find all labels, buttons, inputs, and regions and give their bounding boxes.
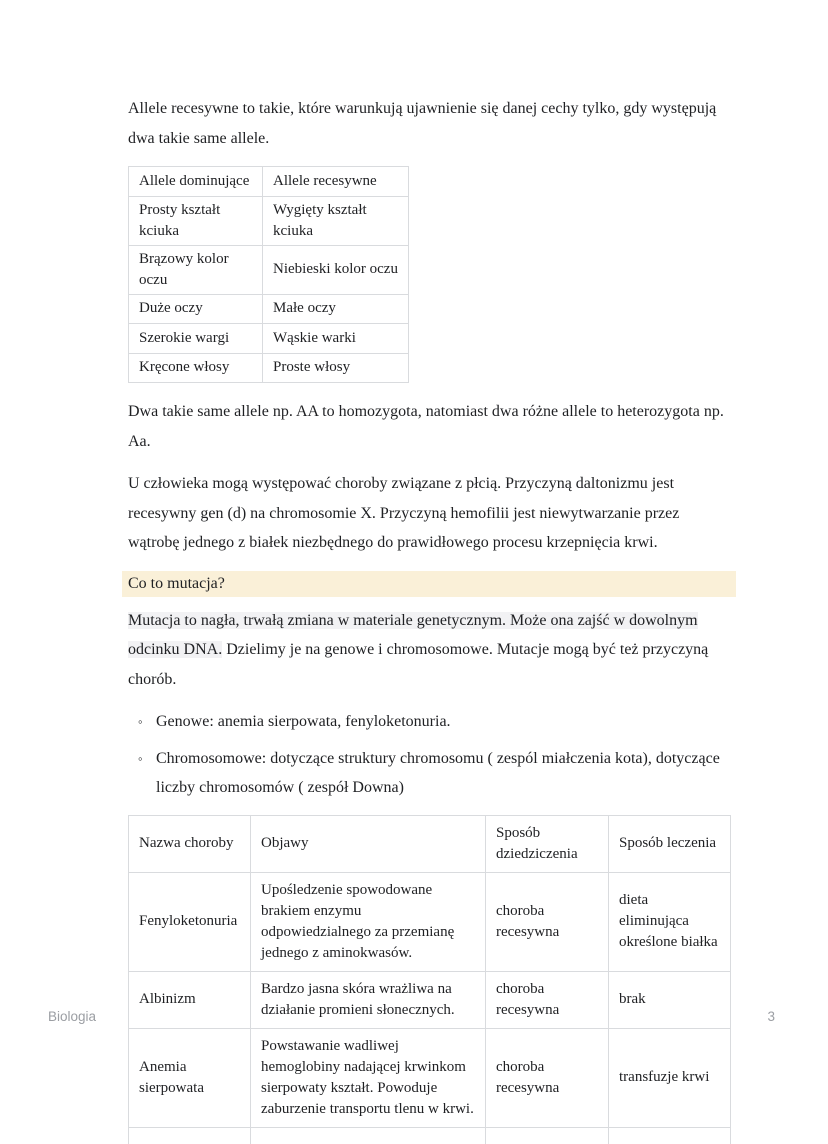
paragraph-sex-linked-diseases: U człowieka mogą występować choroby związane z płcią. Przyczyną daltonizmu jest recesywny gen (d) na chromosomie X. Przyczyną hemofilii jest niewytwarzanie przez wątrobę jednego z białek niezbędnego do prawidłowego procesu krzepnięcia krwi. bbox=[128, 469, 730, 558]
table-cell: transfuzje krwi bbox=[609, 1028, 731, 1127]
table-row-truncated bbox=[129, 1127, 731, 1144]
table-cell: Prosty kształt kciuka bbox=[129, 196, 263, 245]
list-item bbox=[128, 744, 730, 803]
paragraph-continuation: Dzielimy je na genowe i chromosomowe. Mutacje mogą być też przyczyną chorób. bbox=[128, 641, 708, 688]
table-cell bbox=[609, 1127, 731, 1144]
page-footer bbox=[0, 1009, 828, 1024]
table-header-cell: Allele dominujące bbox=[129, 167, 263, 197]
table-cell: Duże oczy bbox=[129, 294, 263, 324]
table-row bbox=[129, 1028, 731, 1127]
table-cell: choroba recesywna bbox=[486, 872, 609, 971]
table-row bbox=[129, 324, 409, 354]
footer-page-number: 3 bbox=[767, 1009, 775, 1024]
table-cell: Fenyloketonuria bbox=[129, 872, 251, 971]
table-cell: Niebieski kolor oczu bbox=[263, 245, 409, 294]
table-cell: Kręcone włosy bbox=[129, 353, 263, 383]
table-row bbox=[129, 353, 409, 383]
table-cell bbox=[486, 1127, 609, 1144]
table-header-cell: Objawy bbox=[251, 815, 486, 872]
table-cell: Wąskie warki bbox=[263, 324, 409, 354]
disease-table bbox=[128, 815, 731, 1144]
table-header-cell: Sposób dziedziczenia bbox=[486, 815, 609, 872]
table-header-cell: Sposób leczenia bbox=[609, 815, 731, 872]
list-item bbox=[128, 707, 730, 737]
table-cell: dieta eliminująca określone białka bbox=[609, 872, 731, 971]
table-cell: Małe oczy bbox=[263, 294, 409, 324]
table-header-row bbox=[129, 167, 409, 197]
section-heading-mutation: Co to mutacja? bbox=[122, 571, 736, 597]
paragraph-mutation-definition bbox=[128, 606, 730, 695]
table-row bbox=[129, 294, 409, 324]
paragraph-homozygote: Dwa takie same allele np. AA to homozygota, natomiast dwa różne allele to heterozygota np. Aa. bbox=[128, 397, 730, 456]
table-cell: Anemia sierpowata bbox=[129, 1028, 251, 1127]
table-cell: Wygięty kształt kciuka bbox=[263, 196, 409, 245]
table-row bbox=[129, 245, 409, 294]
table-cell: Szerokie wargi bbox=[129, 324, 263, 354]
list-item-text: Genowe: anemia sierpowata, fenyloketonuria. bbox=[156, 713, 451, 730]
highlighted-text: Mutacja to nagła, trwałą zmiana w materiale genetycznym. Może ona zajść w dowolnym odcinku DNA. bbox=[128, 612, 698, 659]
table-cell: choroba recesywna bbox=[486, 971, 609, 1028]
bullet-icon: ◦ bbox=[138, 744, 143, 774]
table-cell: Albinizm bbox=[129, 971, 251, 1028]
table-cell: Proste włosy bbox=[263, 353, 409, 383]
table-header-cell: Allele recesywne bbox=[263, 167, 409, 197]
table-header-row bbox=[129, 815, 731, 872]
table-header-cell: Nazwa choroby bbox=[129, 815, 251, 872]
list-item-text: Chromosomowe: dotyczące struktury chromosomu ( zespól miałczenia kota), dotyczące liczby chromosomów ( zespół Downa) bbox=[156, 750, 720, 797]
mutation-types-list bbox=[128, 707, 730, 803]
table-cell: Brązowy kolor oczu bbox=[129, 245, 263, 294]
paragraph-alleles-recessive: Allele recesywne to takie, które warunkują ujawnienie się danej cechy tylko, gdy występują dwa takie same allele. bbox=[128, 94, 730, 153]
table-cell: choroba recesywna bbox=[486, 1028, 609, 1127]
table-cell bbox=[129, 1127, 251, 1144]
table-cell bbox=[251, 1127, 486, 1144]
table-cell: brak bbox=[609, 971, 731, 1028]
table-cell: Powstawanie wadliwej hemoglobiny nadającej krwinkom sierpowaty kształt. Powoduje zaburzenie transportu tlenu w krwi. bbox=[251, 1028, 486, 1127]
footer-document-title: Biologia bbox=[48, 1009, 96, 1024]
table-row bbox=[129, 872, 731, 971]
bullet-icon: ◦ bbox=[138, 707, 143, 737]
table-cell: Bardzo jasna skóra wrażliwa na działanie promieni słonecznych. bbox=[251, 971, 486, 1028]
allele-comparison-table bbox=[128, 166, 409, 383]
table-row bbox=[129, 196, 409, 245]
table-cell: Upośledzenie spowodowane brakiem enzymu odpowiedzialnego za przemianę jednego z aminokwasów. bbox=[251, 872, 486, 971]
document-page bbox=[128, 94, 730, 1144]
